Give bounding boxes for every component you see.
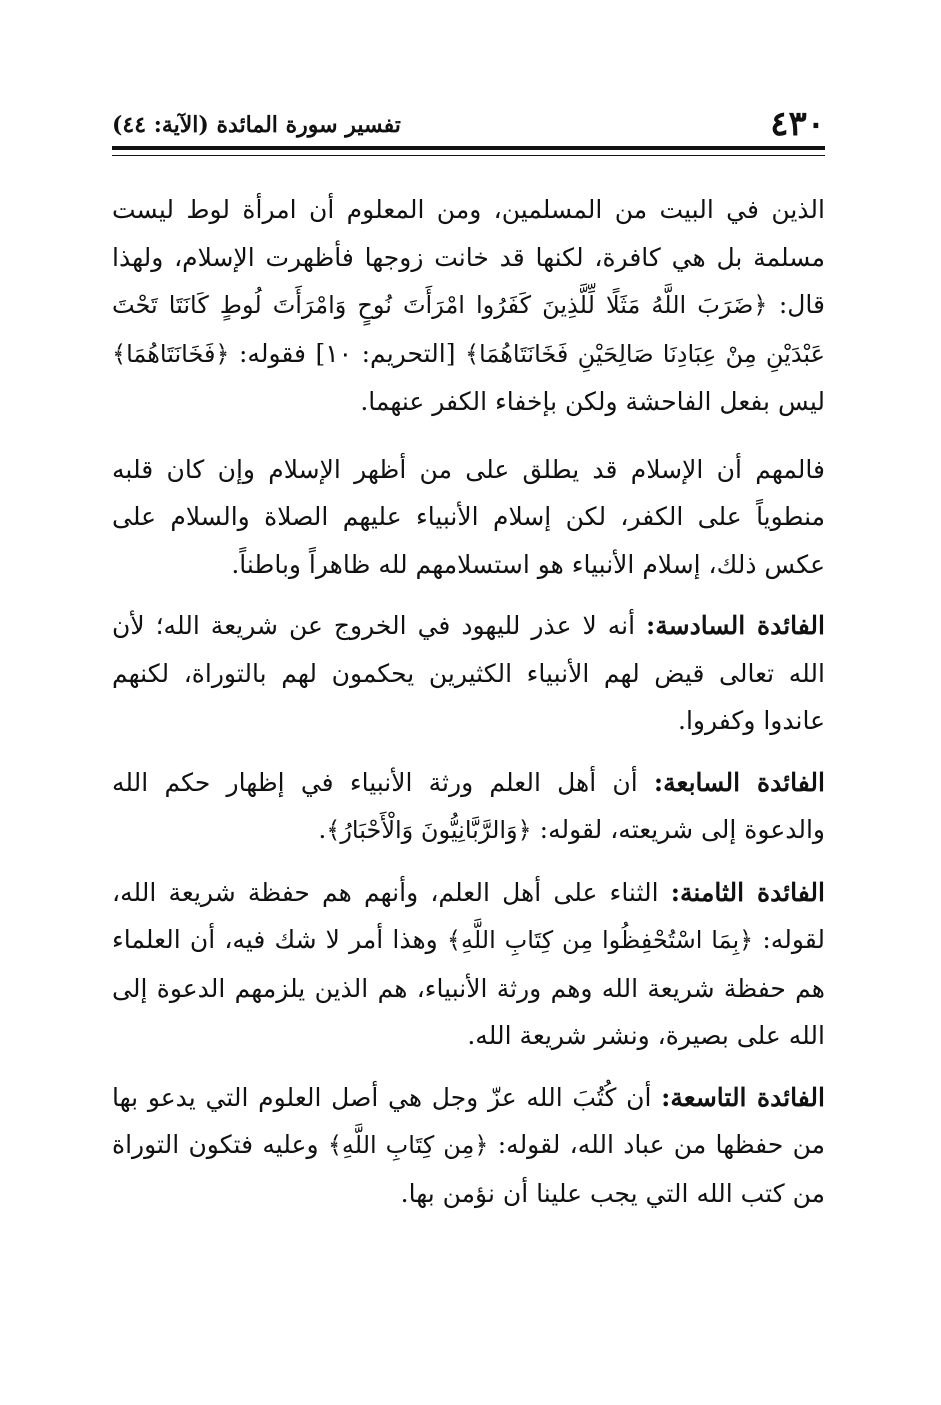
header-rule-thin [112,155,825,156]
quran-verse: ﴿فَخَانَتَاهُمَا﴾ [112,339,230,368]
paragraph-text: [التحريم: ١٠] فقوله: [229,338,465,368]
quran-verse: ﴿مِن كِتَابِ اللَّهِ﴾ [327,1131,489,1159]
paragraph-text: أن أهل العلم ورثة الأنبياء في إظهار حكم الله والدعوة إلى شريعته، لقوله: [112,767,825,844]
paragraph-text: . [318,815,327,844]
benefit-heading: الفائدة التاسعة: [661,1082,825,1112]
paragraph-benefit-nine [112,1074,825,1218]
running-title: تفسير سورة المائدة (الآية: ٤٤) [112,112,401,138]
paragraph-benefit-eight [112,869,825,1060]
quran-verse: ﴿ضَرَبَ اللَّهُ مَثَلًا لِّلَّذِينَ كَفَرُوا امْرَأَتَ نُوحٍ وَامْرَأَتَ لُوطٍ كَانَتَا تَحْتَ عَبْدَيْنِ مِنْ عِبَادِنَا صَالِحَيْنِ فَخَانَتَاهُمَا﴾ [112,291,825,368]
benefit-heading: الفائدة السابعة: [653,767,825,797]
page-header [112,104,825,152]
paragraph-text: الذين في البيت من المسلمين، ومن المعلوم أن امرأة لوط ليست مسلمة بل هي كافرة، لكنها قد خانت زوجها فأظهرت الإسلام، ولهذا قال: [112,195,826,319]
page-number: ٤٣٠ [770,104,825,144]
paragraph-text: وهذا أمر لا شك فيه، أن العلماء هم حفظة شريعة الله وهم ورثة الأنبياء، هم الذين يلزمهم الدعوة إلى الله على بصيرة، ونشر شريعة الله. [112,925,825,1050]
quran-verse: ﴿وَالرَّبَّانِيُّونَ وَالْأَحْبَارُ﴾ [326,816,532,844]
paragraph-text: أن كُتُبَ الله عزّ وجل هي أصل العلوم التي يدعو بها من حفظها من عباد الله، لقوله: [112,1082,825,1159]
paragraph-benefit-six [112,602,825,745]
paragraph-text: أنه لا عذر لليهود في الخروج عن شريعة الله؛ لأن الله تعالى قيض لهم الأنبياء الكثيرين يحكمون لهم بالتوراة، لكنهم عاندوا وكفروا. [112,611,825,735]
page-body [112,186,825,1231]
quran-verse: ﴿بِمَا اسْتُحْفِظُوا مِن كِتَابِ اللَّهِ﴾ [446,926,754,954]
paragraph-text: الثناء على أهل العلم، وأنهم هم حفظة شريعة الله، لقوله: [112,877,825,954]
paragraph-islam-meaning [112,446,825,589]
benefit-heading: الفائدة السادسة: [646,611,825,640]
paragraph-lot-wife [112,186,825,426]
paragraph-text: وعليه فتكون التوراة من كتب الله التي يجب علينا أن نؤمن بها. [112,1130,825,1208]
paragraph-text: فالمهم أن الإسلام قد يطلق على من أظهر الإسلام وإن كان قلبه منطوياً على الكفر، لكن إسلام الأنبياء عليهم الصلاة والسلام على عكس ذلك، إسلام الأنبياء هو استسلامهم لله ظاهراً وباطناً. [112,454,825,579]
header-rule-thick [112,146,825,150]
paragraph-benefit-seven [112,759,825,855]
benefit-heading: الفائدة الثامنة: [670,877,825,907]
paragraph-text: ليس بفعل الفاحشة ولكن بإخفاء الكفر عنهما. [360,387,825,416]
